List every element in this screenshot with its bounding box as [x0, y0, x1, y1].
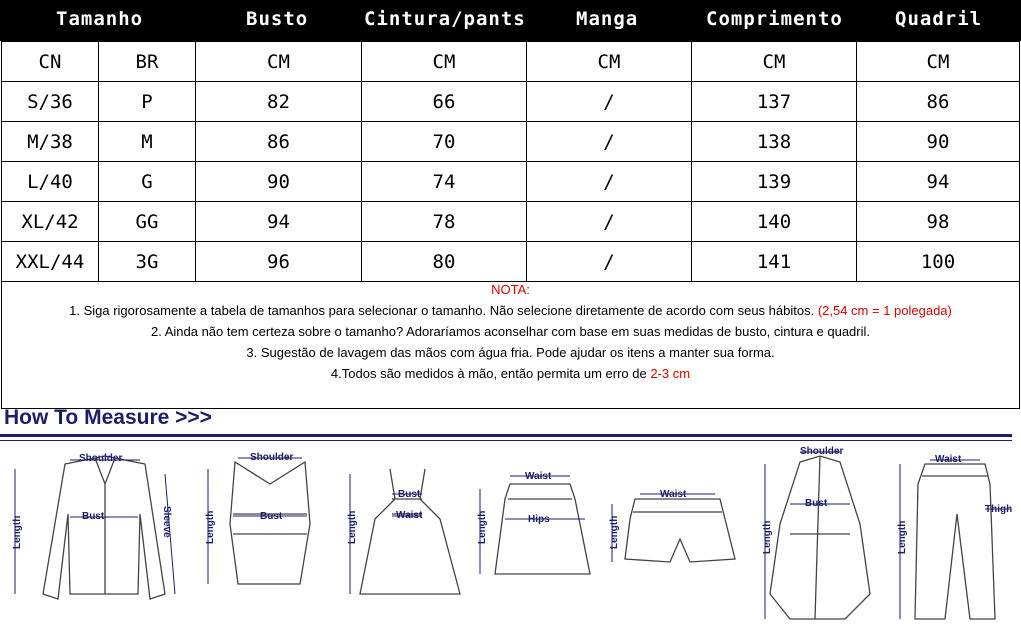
table-cell: L/40: [2, 162, 99, 202]
header-comprimento: Comprimento: [706, 8, 843, 30]
top-illustration: [230, 462, 310, 584]
table-cell: 86: [857, 82, 1020, 122]
length-label: Length: [762, 520, 773, 554]
length-label: Length: [205, 510, 216, 544]
unit-cell: CM: [857, 42, 1020, 82]
bust-label: Bust: [805, 498, 828, 509]
table-cell: 137: [692, 82, 857, 122]
unit-cell: CN: [2, 42, 99, 82]
note-line-1: [2, 303, 1019, 318]
title-rule: [0, 434, 1012, 437]
table-cell: 98: [857, 202, 1020, 242]
length-label: Length: [347, 510, 358, 544]
table-row: [2, 82, 1020, 122]
table-cell: 94: [196, 202, 362, 242]
table-cell: 86: [196, 122, 362, 162]
table-cell: 70: [362, 122, 527, 162]
table-cell: /: [527, 242, 692, 282]
table-cell: 78: [362, 202, 527, 242]
table-cell: XL/42: [2, 202, 99, 242]
units-row: [2, 42, 1020, 82]
pants-illustration: [915, 464, 995, 619]
table-cell: /: [527, 82, 692, 122]
table-cell: 100: [857, 242, 1020, 282]
table-cell: P: [99, 82, 196, 122]
note-line-4-red: 2-3 cm: [650, 366, 691, 381]
table-cell: M/38: [2, 122, 99, 162]
table-header: [0, 0, 1021, 41]
unit-cell: BR: [99, 42, 196, 82]
table-row: [2, 202, 1020, 242]
bust-label: Bust: [398, 489, 421, 500]
table-cell: S/36: [2, 82, 99, 122]
hips-label: Hips: [528, 514, 550, 525]
table-cell: 96: [196, 242, 362, 282]
table-cell: 90: [196, 162, 362, 202]
header-tamanho: Tamanho: [56, 8, 144, 30]
coat-illustration: [770, 456, 870, 619]
table-cell: 94: [857, 162, 1020, 202]
table-cell: 139: [692, 162, 857, 202]
measure-illustrations: [0, 444, 1021, 625]
header-busto: Busto: [246, 8, 309, 30]
title-rule-thin: [0, 440, 1012, 441]
table-cell: /: [527, 202, 692, 242]
table-row: [2, 162, 1020, 202]
shoulder-label: Shoulder: [800, 446, 844, 457]
waist-label: Waist: [660, 489, 687, 500]
dress-illustration: [360, 469, 460, 594]
table-row: [2, 122, 1020, 162]
waist-label: Waist: [396, 510, 423, 521]
thigh-label: Thigh: [985, 504, 1013, 515]
note-line-3: 3. Sugestão de lavagem das mãos com água fria. Pode ajudar os itens a manter sua forma.: [246, 345, 775, 360]
how-to-measure-title: How To Measure >>>: [4, 406, 212, 429]
note-line-2: 2. Ainda não tem certeza sobre o tamanho? Adoraríamos aconselhar com base em suas medidas de busto, cintura e quadril.: [150, 324, 871, 339]
table-cell: /: [527, 122, 692, 162]
table-cell: 141: [692, 242, 857, 282]
table-cell: 90: [857, 122, 1020, 162]
size-table: [1, 41, 1020, 282]
shirt-illustration: [43, 456, 165, 599]
length-label: Length: [12, 515, 23, 549]
table-cell: 3G: [99, 242, 196, 282]
bust-label: Bust: [260, 511, 283, 522]
unit-cell: CM: [692, 42, 857, 82]
table-cell: M: [99, 122, 196, 162]
table-cell: 138: [692, 122, 857, 162]
header-quadril: Quadril: [895, 8, 983, 30]
waist-label: Waist: [525, 471, 552, 482]
table-cell: 74: [362, 162, 527, 202]
unit-cell: CM: [196, 42, 362, 82]
sleeve-label: Sleeve: [161, 506, 172, 538]
table-cell: 66: [362, 82, 527, 122]
table-cell: GG: [99, 202, 196, 242]
skirt-illustration: [495, 484, 590, 574]
table-cell: /: [527, 162, 692, 202]
note-line-4-text: 4.Todos são medidos à mão, então permita um erro de: [330, 366, 651, 381]
table-cell: G: [99, 162, 196, 202]
table-cell: 82: [196, 82, 362, 122]
length-label: Length: [477, 510, 488, 544]
shorts-illustration: [625, 499, 735, 562]
unit-cell: CM: [527, 42, 692, 82]
table-cell: XXL/44: [2, 242, 99, 282]
table-cell: 140: [692, 202, 857, 242]
shoulder-label: Shoulder: [79, 453, 123, 464]
length-label: Length: [609, 515, 620, 549]
note-line-1-red: (2,54 cm = 1 polegada): [817, 303, 952, 318]
shoulder-label: Shoulder: [250, 452, 294, 463]
header-manga: Manga: [576, 8, 639, 30]
bust-label: Bust: [82, 511, 105, 522]
waist-label: Waist: [935, 454, 962, 465]
header-cintura: Cintura/pants: [364, 8, 526, 30]
note-line-1-text: 1. Siga rigorosamente a tabela de tamanhos para selecionar o tamanho. Não selecione diretamente de acordo com seus hábitos.: [69, 303, 818, 318]
table-cell: 80: [362, 242, 527, 282]
unit-cell: CM: [362, 42, 527, 82]
length-label: Length: [897, 520, 908, 554]
notes-title: NOTA:: [491, 282, 530, 297]
notes-box: [1, 276, 1020, 409]
note-line-4: [2, 366, 1019, 381]
